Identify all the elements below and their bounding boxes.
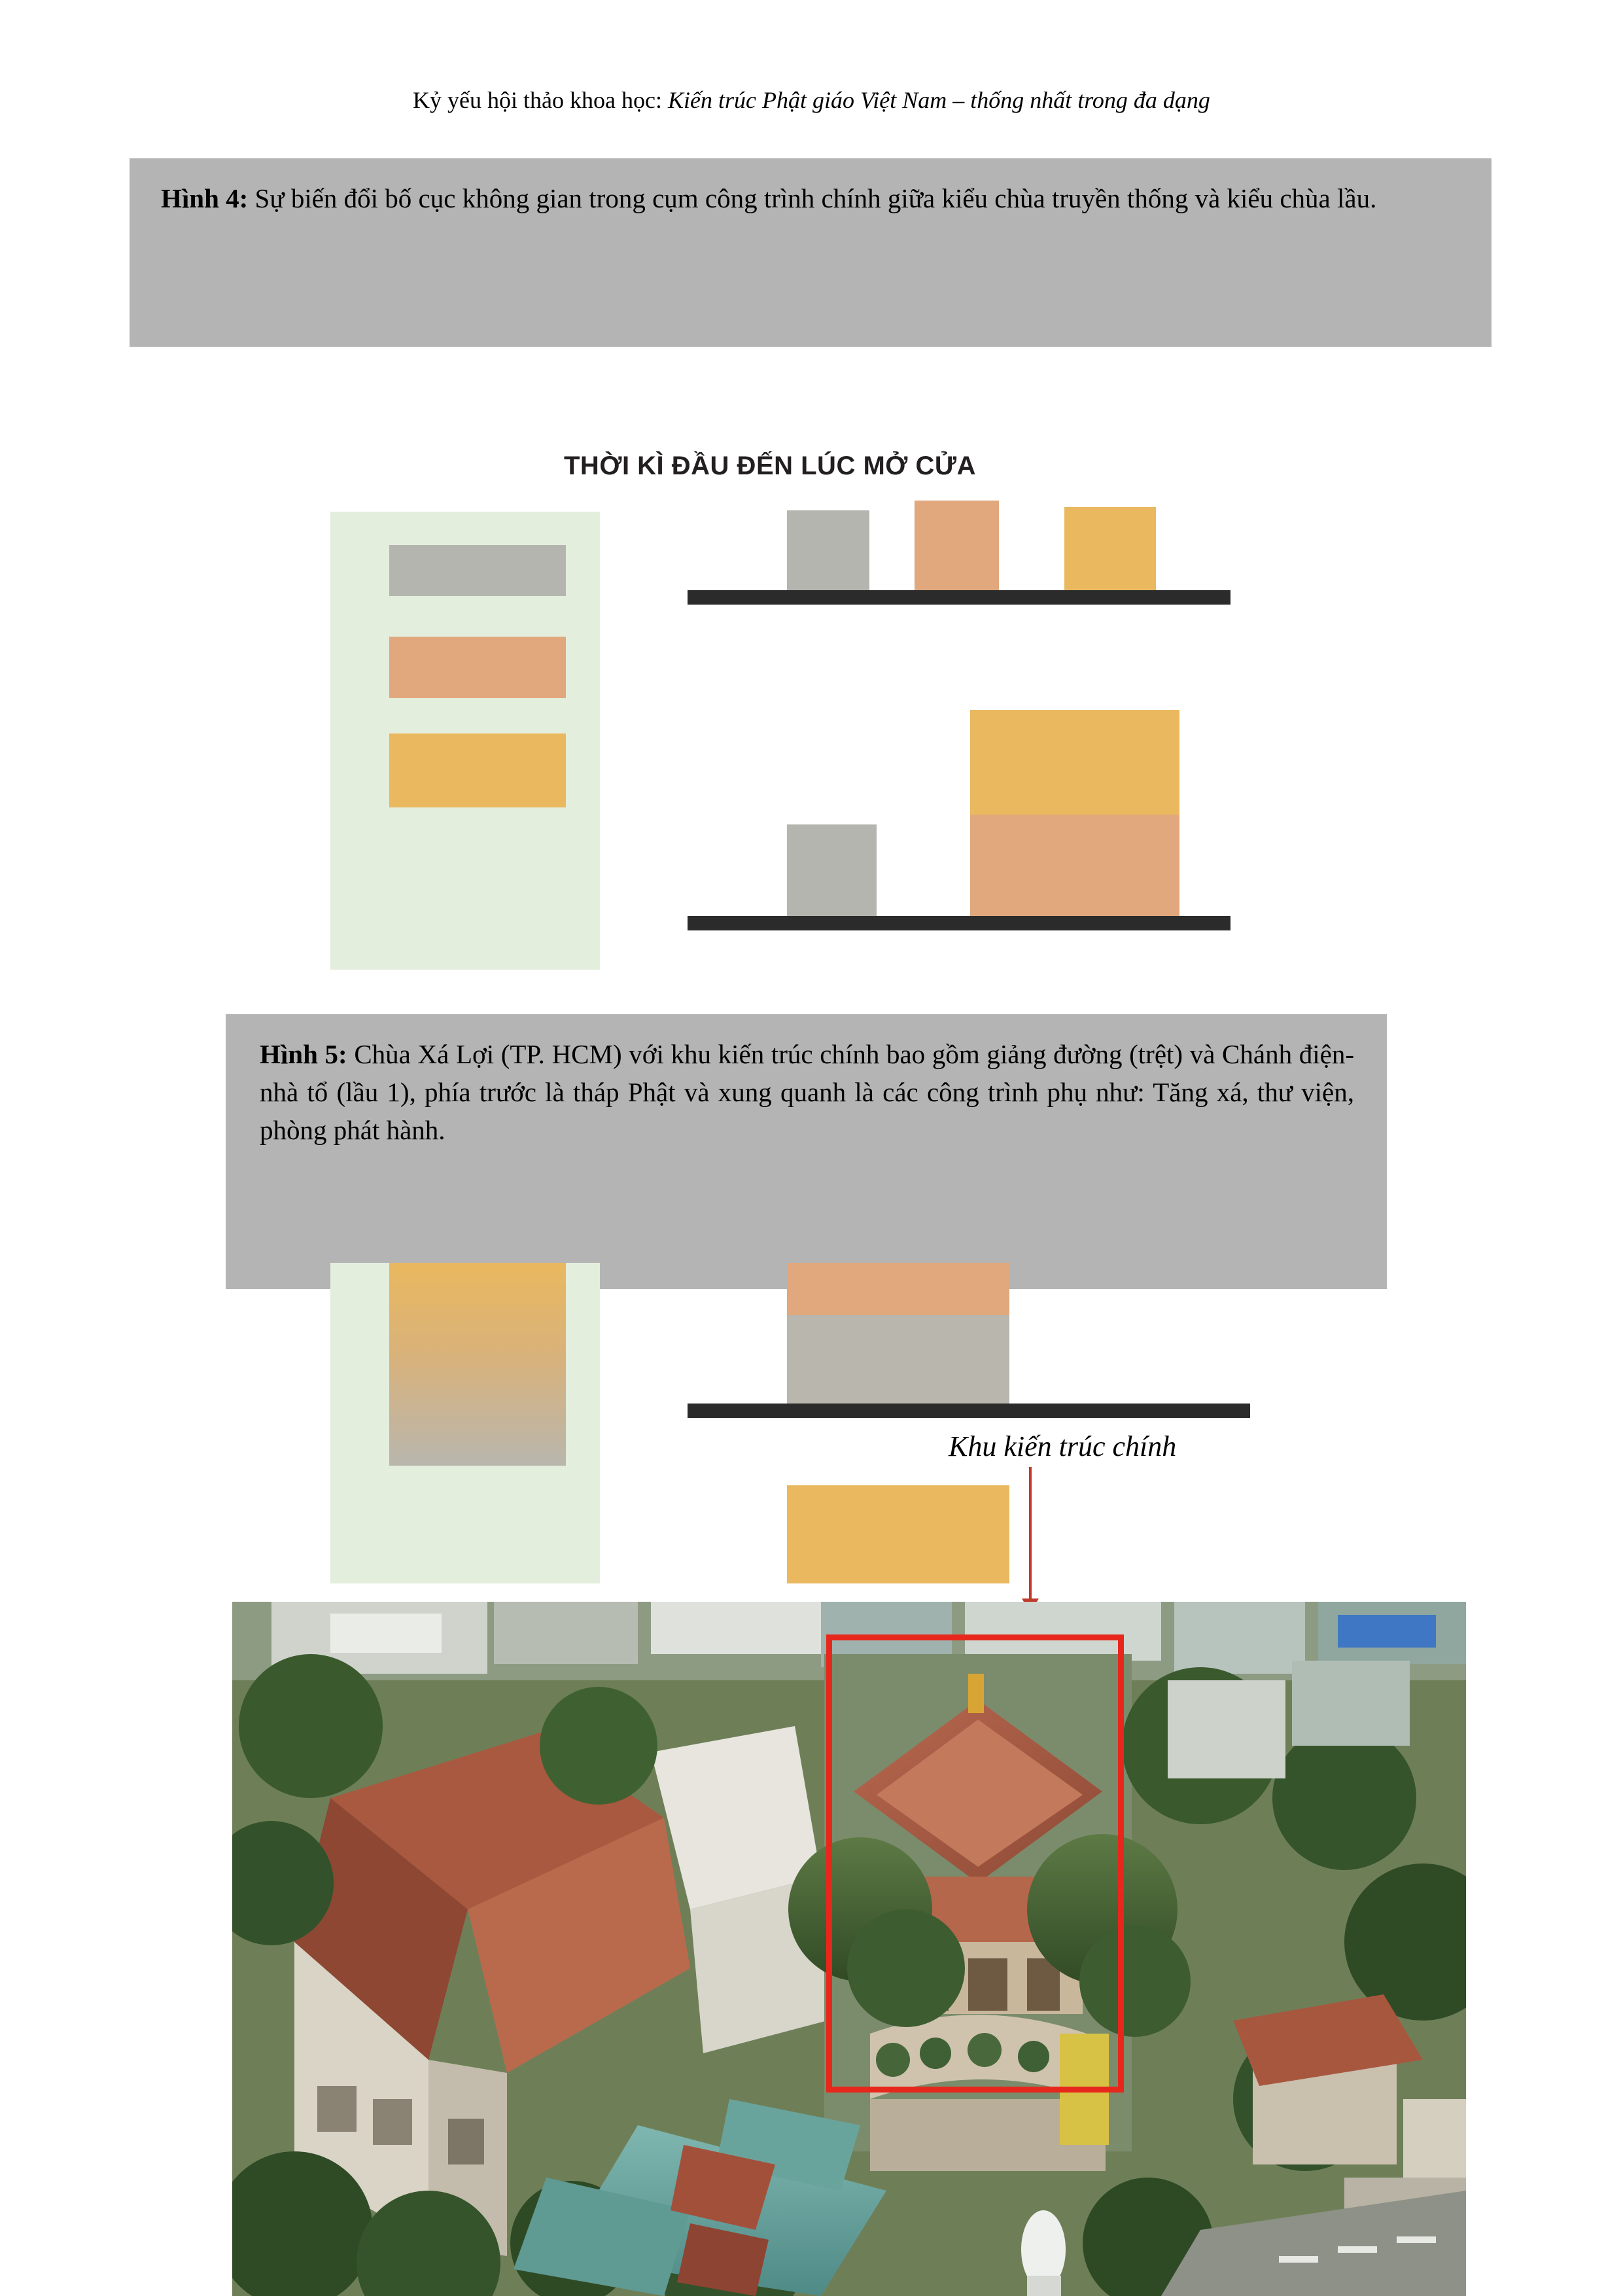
diagram-plan-block-grey <box>389 545 566 596</box>
diagram-traditional-block-grey <box>787 510 869 590</box>
annotation-arrow-icon <box>1029 1467 1032 1601</box>
running-header <box>0 85 1623 116</box>
figure-5-caption-block <box>226 1014 1387 1289</box>
diagram2-block-salmon <box>787 1263 1009 1315</box>
diagram-ground-line-traditional <box>688 590 1230 605</box>
diagram-plan-block-salmon <box>389 637 566 698</box>
running-header-title: Kiến trúc Phật giáo Việt Nam – thống nhất trong đa dạng <box>667 87 1210 113</box>
figure-4-caption-text <box>161 179 1460 217</box>
diagram-tower-block-amber <box>970 710 1179 815</box>
diagram-tower-block-salmon <box>970 815 1179 916</box>
annotation-label-main-architecture: Khu kiến trúc chính <box>949 1430 1177 1462</box>
diagram-plan-block-amber <box>389 733 566 807</box>
diagram-traditional-block-amber <box>1064 507 1156 590</box>
figure-5-caption-text <box>260 1035 1354 1150</box>
figure-5-label: Hình 5: <box>260 1039 347 1069</box>
diagram2-block-grey <box>787 1315 1009 1404</box>
diagram-ground-line-tower <box>688 916 1230 930</box>
diagram2-ground-line <box>688 1404 1250 1418</box>
running-header-prefix: Kỷ yếu hội thảo khoa học: <box>413 87 668 113</box>
figure-4-caption: Sự biến đổi bố cục không gian trong cụm công trình chính giữa kiểu chùa truyền thống và kiểu chùa lầu. <box>248 183 1377 213</box>
diagram-tower-block-grey <box>787 824 877 916</box>
diagram2-block-amber <box>787 1485 1009 1583</box>
diagram-title-period: THỜI KÌ ĐẦU ĐẾN LÚC MỞ CỬA <box>564 451 976 480</box>
figure-5-caption: Chùa Xá Lợi (TP. HCM) với khu kiến trúc chính bao gồm giảng đường (trệt) và Chánh điện-nhà tổ (lầu 1), phía trước là tháp Phật và xung quanh là các công trình phụ như: Tăng xá, thư viện, phòng phát hành. <box>260 1039 1354 1146</box>
figure-4-label: Hình 4: <box>161 183 249 213</box>
figure-4-caption-block <box>130 158 1492 347</box>
diagram2-plan-gradient-block <box>389 1263 566 1466</box>
diagram-traditional-block-salmon <box>915 501 999 590</box>
photo-highlight-box-main-architecture <box>826 1634 1124 2093</box>
